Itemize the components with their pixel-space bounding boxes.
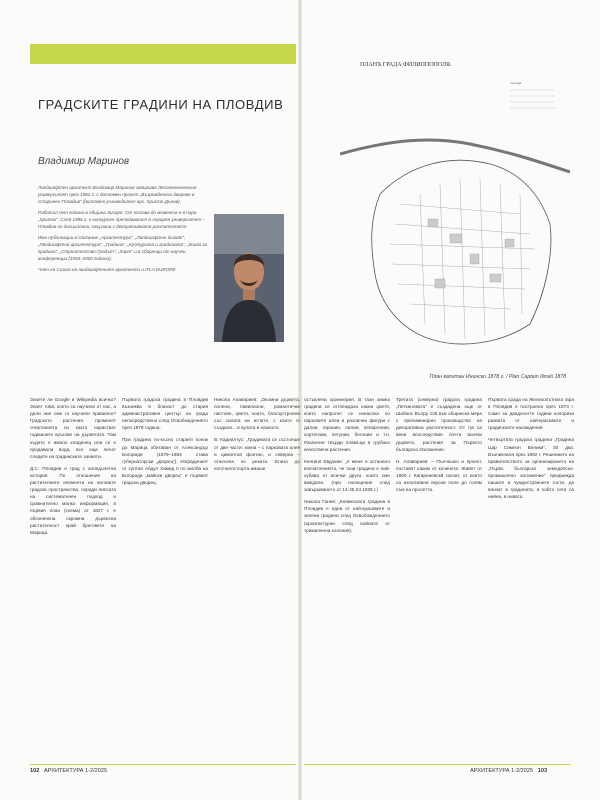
paragraph: Н. Алавариев: – Пъпчешко и проект, поставят каким от кочинета. Живят от 1900 г. Кагареиевскй гаснат, от които са използвани вкусни поле до голям съм на пролетта. bbox=[396, 458, 482, 493]
text-column bbox=[396, 396, 482, 498]
bio-paragraph: Член на Съюза на ландшафтните архитекти и IFLA EUROPE. bbox=[38, 267, 177, 272]
journal-name-left: АРХИТЕКТУРА 1-2/2025 bbox=[44, 768, 108, 774]
footer-rule-right bbox=[304, 764, 570, 765]
right-body-columns bbox=[304, 396, 574, 758]
article-author: Владимир Маринов bbox=[38, 156, 130, 167]
footer-left bbox=[30, 768, 107, 774]
bio-paragraph: Ландшафтен архитект Владимир Маринов завършва Лесотехническия университет през 1982 г. с дипломен проект „Възрожденски дворове в Старинен Пловдив“ (дипломен ръководител арх. Христо Дънов). bbox=[38, 185, 197, 204]
map-caption: План капитан Инински 1878 г. / Plan Captain Ilinski 1878 bbox=[429, 374, 566, 380]
text-column bbox=[214, 396, 300, 477]
paragraph: Първата срада на Железопътната гара в Пловдив е построена през 1873 г. Само за двадесетте години колориза развита от най-красивите и градинските насаждения. bbox=[488, 397, 574, 431]
left-body-columns bbox=[30, 396, 300, 758]
paragraph: Княгиня Евдокия: „У мене е останало впечатлението, че тази градина е най-хубава от всички други, които сме виждали. (при посещение след завършването от 14-25.04.1928 г.) bbox=[304, 458, 390, 493]
paragraph: Четвъртата градска градина „Градина Цар Симеон Велики“, 30 дка. Възникнала през 1892 г. Решението на правителството за организирането на „Първо българско земеделско-промишлено изложение“ предвижда нашите и чуждестранните гости, да влизат в градината, в който сега са нейна, в нивата. bbox=[488, 437, 574, 500]
footer-rule-left bbox=[30, 764, 296, 765]
paragraph: Никола Ганев: „Княжеската градина в Пловдив е една от най-красивите и зелени градини след Освобождението (архитектурни след войната от тримиленна колония). bbox=[304, 499, 390, 533]
paragraph: Първата градска градина в Пловдив възниква в близост до стария административен център на града непосредствено след Освобождението през 1878 година. bbox=[122, 397, 208, 431]
paragraph: Знаете ли Google и Wikipedia всичко? Знаят това, което са научили от нас, а дали ние сме го научили правилно? Градското растения, променят очертанията си както нарастват годишните кръгове на дърветата. Там където е имало кладенец или се е продавала вода, все още личат следите на градинските занаяти. bbox=[30, 397, 116, 459]
text-column bbox=[304, 396, 390, 539]
author-photo bbox=[214, 214, 284, 342]
footer-right bbox=[470, 768, 547, 774]
text-column bbox=[30, 396, 116, 541]
text-column bbox=[488, 396, 574, 505]
green-header-bar bbox=[30, 44, 296, 64]
bio-paragraph: Има публикации в списание „Архитектура“, „Ландшафтно дизайн“, „Ландшафтна архитектура“, „Градина“, „Културата и градината“, „Книга за градина“, „Строителство-Градът“, „Хорт“ и в сборници от научни конференции (1993–2000 години). bbox=[38, 235, 208, 261]
map-title: ПЛАНЪ ГРАДА ФИЛИППОПОЛЯ. bbox=[360, 62, 452, 68]
paragraph: Третата (северна) градска градина „Петкановата“ е създадена още от Шабанс Вълру 125 във общинска мера с прелиминарно производство на декоративна растителност. От тук са вени впоследствие почти всички дървета, растения за Първото българско Изложение. bbox=[396, 397, 482, 452]
map-drawing bbox=[340, 44, 570, 364]
paragraph: Д.С. Пловдив е град с хилядолетна история. По отношение на растителните елементи на неговите градски пространства, поради липсата на систематичен подход и сравнително малко информация, в първия план (схема) от 1827 г. е обозначена скромна дървесна растителност край бреговете на Марица. bbox=[30, 465, 116, 535]
paragraph: Никола Алавариев: „Окомни дървета, полени, павилиони, романтични листове, цветя, които, благоустроили със силата на иглите, с които го създали... в кулата и наоколо. bbox=[214, 397, 300, 431]
bio-paragraph: Работил пет години в община Хисаря. От тогава до момента е в пара „Хриток“. След 1996 г. е конкурсен преподавател в Аграрен университет – Пловдив по дисциплини, свързани с декоративната растителност. bbox=[38, 210, 205, 229]
page-number-right: 103 bbox=[537, 768, 548, 774]
article-title: ГРАДСКИТЕ ГРАДИНИ НА ПЛОВДИВ bbox=[38, 96, 284, 112]
paragraph: В. Кадиалтус: „Градината се състоеше от две части: южна – с парковата алея и цимонтов фонтан, и северна – отнесена по реката. Близо до източната порта имаше bbox=[214, 437, 300, 471]
svg-text:легенда: легенда bbox=[510, 81, 522, 85]
journal-name-right: АРХИТЕКТУРА 1-2/2025 bbox=[470, 768, 534, 774]
paragraph: При градина по-късно старият конак до Марица обитаван от Александър Богориди (1879–1884 става губернаторски „дворец“). Изграденият от султан Абдул Хамид II по молба на Богориди „майски дворец“ е първият градски дворец. bbox=[122, 437, 208, 486]
paragraph: остъклена оранжерия. В тази зимна градина се отглеждаха южни цветя, които напролет се изнасяха по парковите алеи в различни фигури с далии, герании, лилии, пеларгонии, хортензии, петунии, бегонии и т.н. Различни твърди пламъци в грубоко качествени растения. bbox=[304, 397, 390, 452]
portrait-illustration bbox=[214, 214, 284, 342]
page-number-left: 102 bbox=[30, 768, 40, 774]
author-bio bbox=[38, 184, 210, 277]
text-column bbox=[122, 396, 208, 491]
historic-city-map bbox=[340, 44, 570, 364]
